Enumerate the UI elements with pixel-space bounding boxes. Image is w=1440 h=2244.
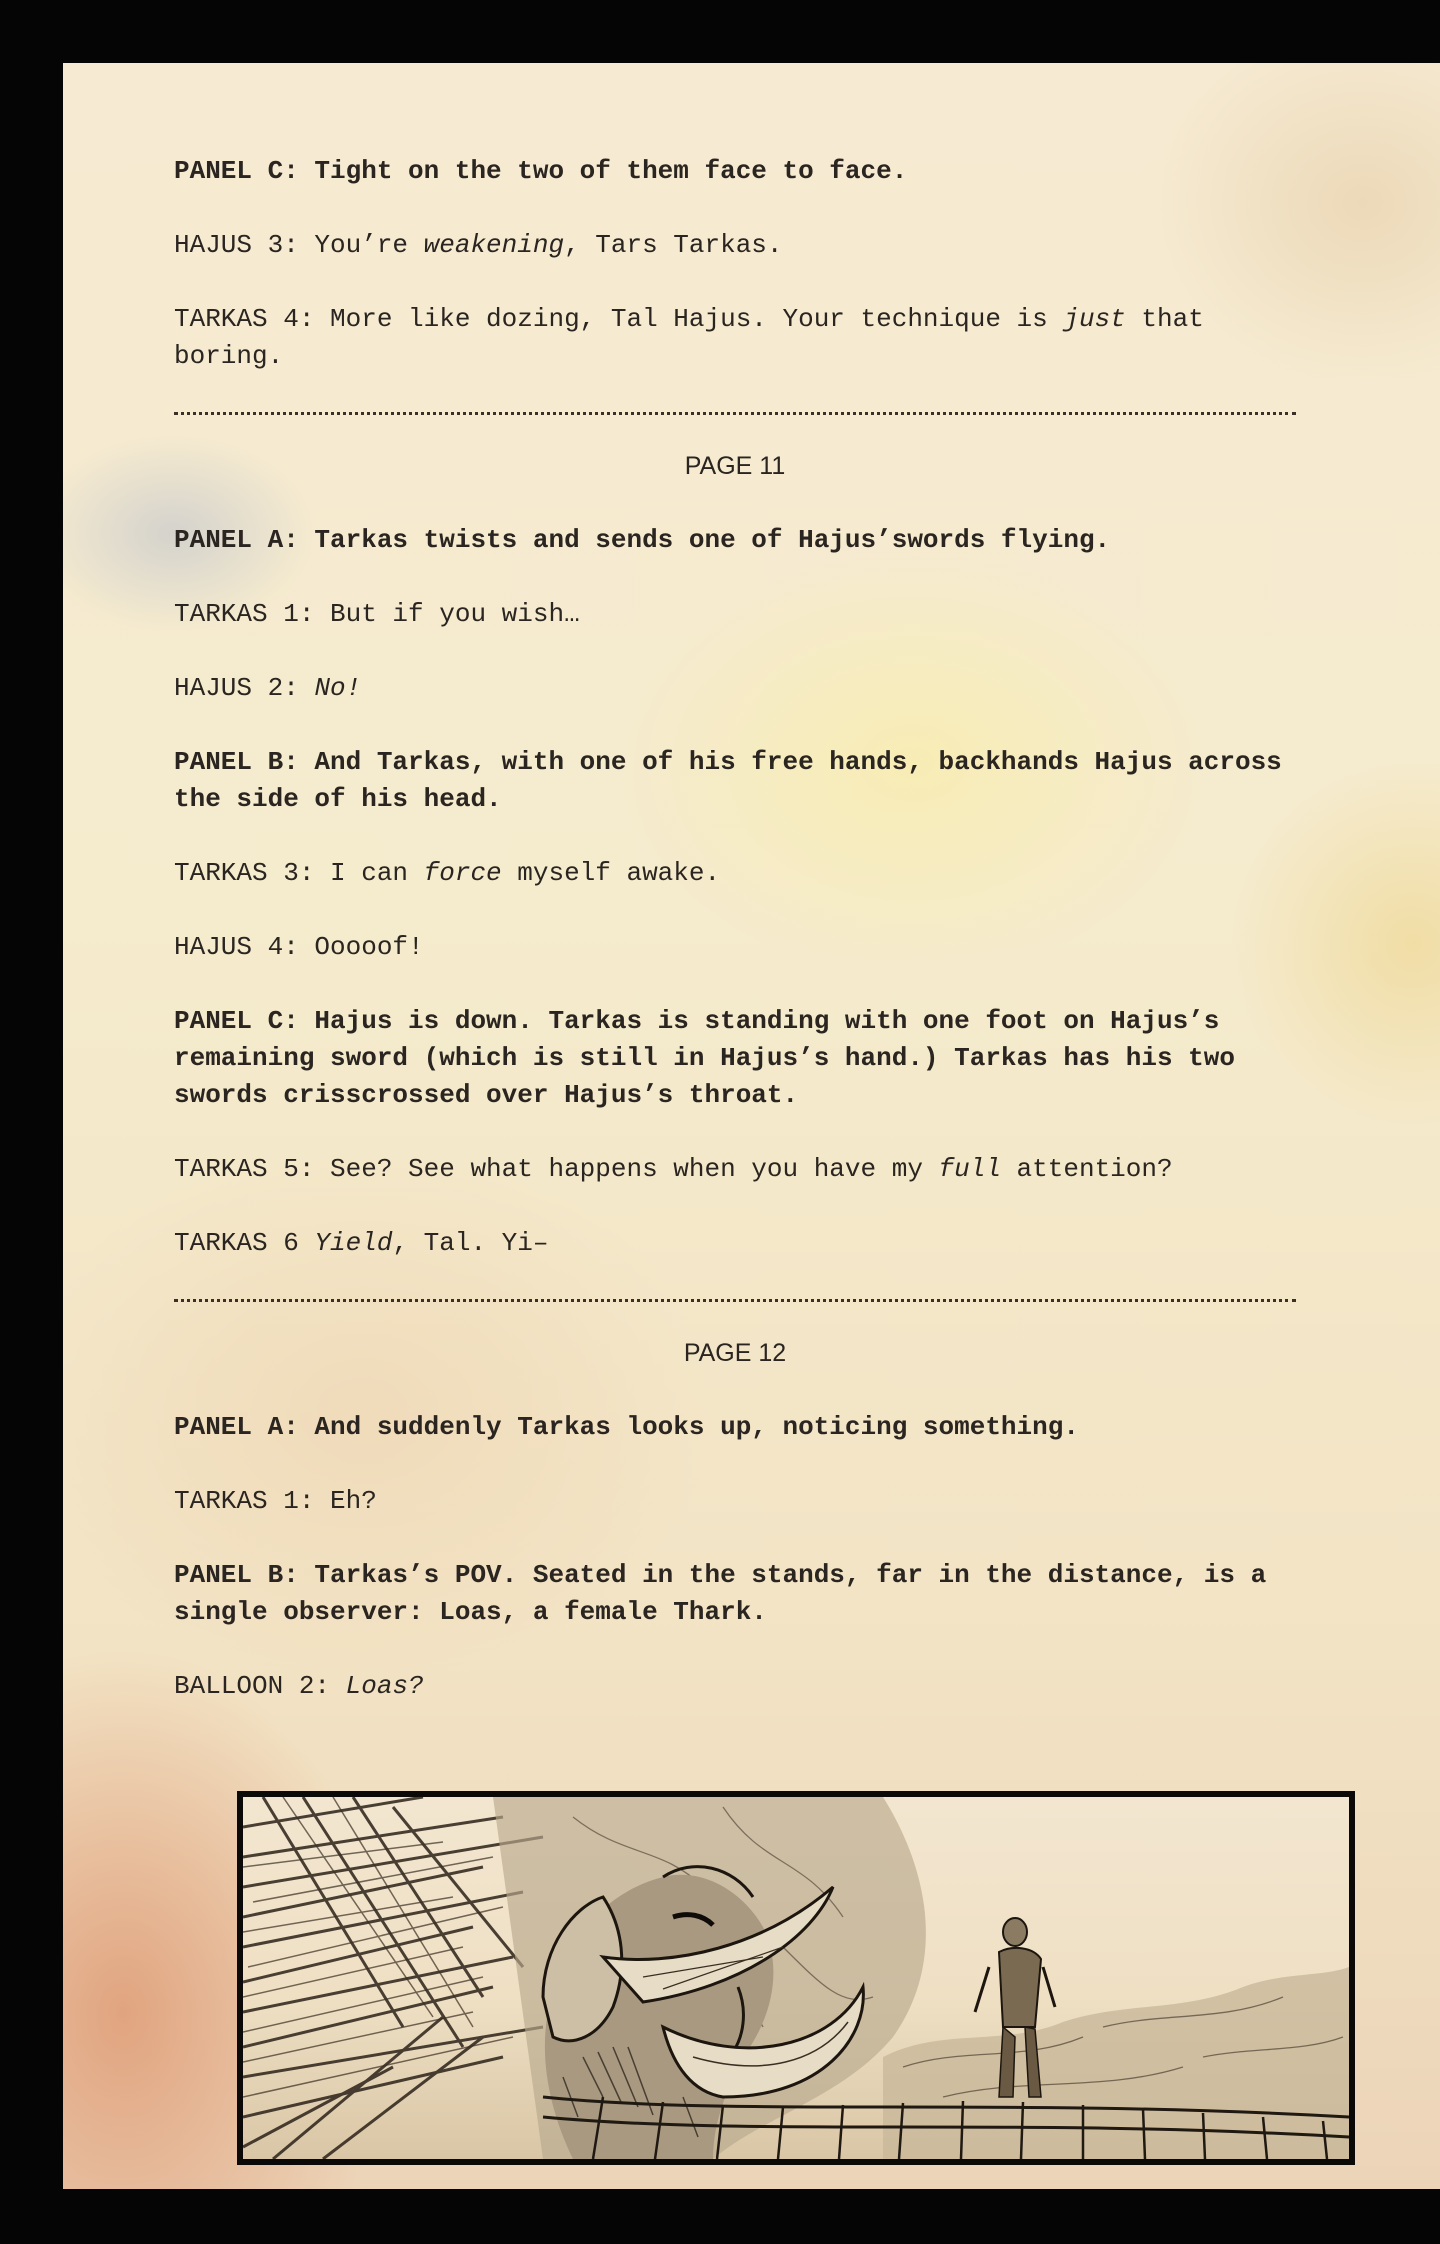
dialogue-line [174, 929, 1296, 966]
dialogue-line [174, 1483, 1296, 1520]
text-run: TARKAS 6 [174, 1228, 315, 1258]
page-number-heading [174, 448, 1296, 485]
dialogue-line [174, 855, 1296, 892]
text-run: HAJUS 2: [174, 673, 315, 703]
panel-description [174, 522, 1296, 559]
text-run: PAGE 12 [683, 1339, 787, 1367]
dialogue-line [174, 670, 1296, 707]
text-run: TARKAS 1: Eh? [174, 1486, 377, 1516]
script-text [174, 153, 1296, 1742]
dialogue-line [174, 227, 1296, 264]
text-run: HAJUS 3: You’re [174, 230, 424, 260]
text-run: PANEL B: Tarkas’s POV. Seated in the stands, far in the distance, is a single observer: Loas, a female Thark. [174, 1560, 1282, 1627]
dialogue-line [174, 1151, 1296, 1188]
emphasized-text: No! [314, 673, 362, 703]
page-number-heading [174, 1335, 1296, 1372]
page-divider [174, 412, 1296, 415]
text-run: TARKAS 3: I can [174, 858, 424, 888]
text-run: BALLOON 2: [174, 1671, 346, 1701]
text-run: , Tars Tarkas. [564, 230, 783, 260]
emphasized-text: Yield [314, 1228, 393, 1258]
script-page [63, 63, 1440, 2189]
text-run: PANEL A: And suddenly Tarkas looks up, noticing something. [174, 1412, 1079, 1442]
text-run: HAJUS 4: Ooooof! [174, 932, 424, 962]
panel-description [174, 744, 1296, 818]
text-run: PAGE 11 [684, 452, 786, 480]
dialogue-line [174, 1225, 1296, 1262]
dialogue-line [174, 596, 1296, 633]
panel-description [174, 1557, 1296, 1631]
text-run: PANEL C: Hajus is down. Tarkas is standing with one foot on Hajus’s remaining sword (which is still in Hajus’s hand.) Tarkas has his two swords crisscrossed over Hajus’s throat. [174, 1006, 1251, 1110]
text-run: that boring. [174, 304, 1220, 371]
dialogue-line [174, 301, 1296, 375]
text-run: PANEL C: Tight on the two of them face to face. [174, 156, 908, 186]
text-run: PANEL A: Tarkas twists and sends one of Hajus’swords flying. [174, 525, 1111, 555]
emphasized-text: just [1063, 304, 1126, 334]
panel-description [174, 153, 1296, 190]
panel-description [174, 1003, 1296, 1114]
comic-panel-illustration [237, 1791, 1355, 2165]
emphasized-text: weakening [423, 230, 565, 260]
page-divider [174, 1299, 1296, 1302]
text-run: PANEL B: And Tarkas, with one of his free hands, backhands Hajus across the side of his head. [174, 747, 1298, 814]
emphasized-text: Loas? [345, 1671, 424, 1701]
text-run: TARKAS 1: But if you wish… [174, 599, 580, 629]
emphasized-text: force [423, 858, 502, 888]
text-run: , Tal. Yi– [392, 1228, 549, 1258]
emphasized-text: full [938, 1154, 1001, 1184]
text-run: attention? [1000, 1154, 1173, 1184]
text-run: TARKAS 5: See? See what happens when you have my [174, 1154, 939, 1184]
panel-description [174, 1409, 1296, 1446]
text-run: TARKAS 4: More like dozing, Tal Hajus. Your technique is [174, 304, 1064, 334]
text-run: myself awake. [501, 858, 721, 888]
panel-artwork [243, 1797, 1349, 2159]
dialogue-line [174, 1668, 1296, 1705]
